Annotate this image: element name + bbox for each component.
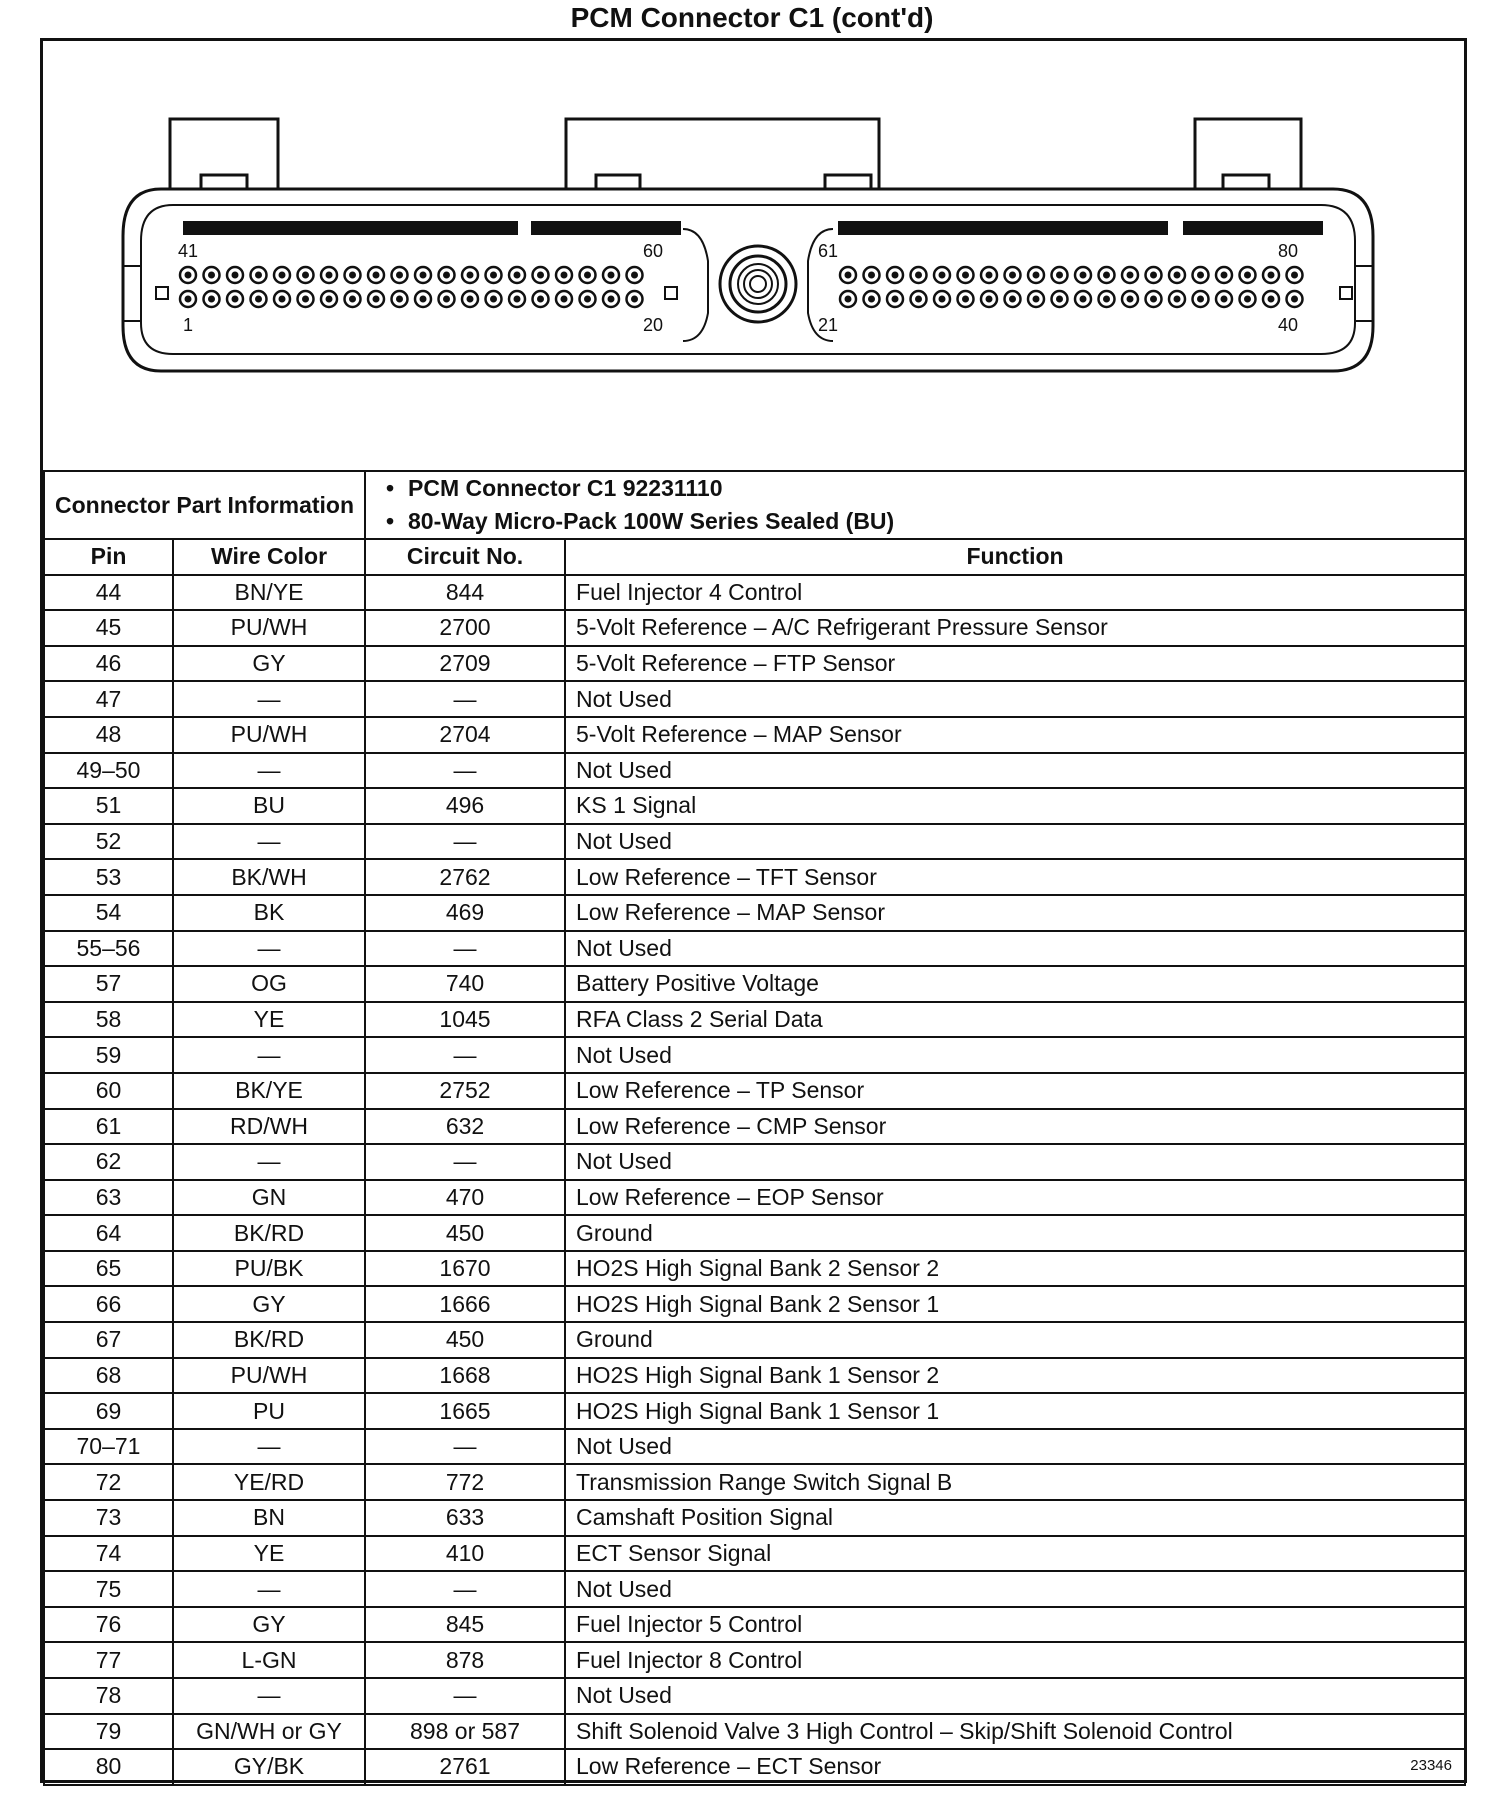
function-cell: RFA Class 2 Serial Data: [565, 1002, 1465, 1038]
function-cell: HO2S High Signal Bank 1 Sensor 1: [565, 1393, 1465, 1429]
function-cell: Fuel Injector 8 Control: [565, 1642, 1465, 1678]
pin-cell: 80: [44, 1749, 173, 1785]
wire-color-cell: GY: [173, 1286, 365, 1322]
pin-contact: [514, 272, 521, 279]
table-row: [44, 1109, 1465, 1145]
function-cell: Not Used: [565, 1429, 1465, 1465]
table-header: [44, 539, 1465, 575]
circuit-cell: 633: [365, 1500, 565, 1536]
pin-contact: [892, 272, 899, 279]
function-cell: Shift Solenoid Valve 3 High Control – Skip/Shift Solenoid Control: [565, 1714, 1465, 1750]
pin-contact: [584, 272, 591, 279]
function-cell: Not Used: [565, 1678, 1465, 1714]
table-row: [44, 575, 1465, 611]
pin-contact: [631, 296, 638, 303]
pin-contact: [1033, 272, 1040, 279]
pin-contact: [349, 296, 356, 303]
pin-label-61: 61: [818, 241, 839, 261]
pin-cell: 60: [44, 1073, 173, 1109]
pin-contact: [420, 272, 427, 279]
pin-cell: 78: [44, 1678, 173, 1714]
function-cell: HO2S High Signal Bank 2 Sensor 1: [565, 1286, 1465, 1322]
circuit-cell: —: [365, 1678, 565, 1714]
pin-table: [43, 470, 1466, 1786]
circuit-cell: 898 or 587: [365, 1714, 565, 1750]
pin-contact: [420, 296, 427, 303]
pin-contact: [962, 296, 969, 303]
pin-contact: [1291, 272, 1298, 279]
pin-contact: [1080, 296, 1087, 303]
function-cell: KS 1 Signal: [565, 788, 1465, 824]
wire-color-cell: YE/RD: [173, 1464, 365, 1500]
wire-color-cell: GN: [173, 1180, 365, 1216]
function-cell: Not Used: [565, 1144, 1465, 1180]
wire-color-cell: —: [173, 1571, 365, 1607]
pin-cell: 58: [44, 1002, 173, 1038]
function-cell: ECT Sensor Signal: [565, 1536, 1465, 1572]
pin-label-80: 80: [1278, 241, 1299, 261]
function-cell: Not Used: [565, 753, 1465, 789]
pin-contact: [302, 296, 309, 303]
circuit-cell: —: [365, 681, 565, 717]
pin-contact: [1103, 296, 1110, 303]
pin-contact: [467, 272, 474, 279]
pin-contact: [1244, 272, 1251, 279]
circuit-cell: 2700: [365, 610, 565, 646]
table-row: [44, 1286, 1465, 1322]
pin-contact: [208, 272, 215, 279]
pin-contact: [986, 296, 993, 303]
pin-contact: [1127, 272, 1134, 279]
pin-contact: [1197, 272, 1204, 279]
circuit-cell: 410: [365, 1536, 565, 1572]
pin-cell: 79: [44, 1714, 173, 1750]
pin-label-20: 20: [643, 315, 664, 335]
wire-color-cell: PU: [173, 1393, 365, 1429]
table-row: [44, 1642, 1465, 1678]
table-row: [44, 610, 1465, 646]
pin-cell: 74: [44, 1536, 173, 1572]
pin-contact: [1221, 296, 1228, 303]
pin-contact: [208, 296, 215, 303]
wire-color-cell: —: [173, 753, 365, 789]
function-cell: Ground: [565, 1322, 1465, 1358]
circuit-cell: 1666: [365, 1286, 565, 1322]
col-header-function: Function: [565, 539, 1465, 575]
pin-cell: 70–71: [44, 1429, 173, 1465]
table-row: [44, 1571, 1465, 1607]
pin-cell: 44: [44, 575, 173, 611]
table-row: [44, 646, 1465, 682]
circuit-cell: 740: [365, 966, 565, 1002]
circuit-cell: 1665: [365, 1393, 565, 1429]
table-row: [44, 859, 1465, 895]
pin-contact: [1150, 296, 1157, 303]
wire-color-cell: GY: [173, 1607, 365, 1643]
pin-cell: 75: [44, 1571, 173, 1607]
circuit-cell: 772: [365, 1464, 565, 1500]
circuit-cell: 2709: [365, 646, 565, 682]
table-row: [44, 824, 1465, 860]
wire-color-cell: PU/WH: [173, 1358, 365, 1394]
function-cell: HO2S High Signal Bank 2 Sensor 2: [565, 1251, 1465, 1287]
pin-contact: [279, 272, 286, 279]
pin-cell: 55–56: [44, 931, 173, 967]
part-info-line: • 80-Way Micro-Pack 100W Series Sealed (BU): [408, 505, 1464, 538]
pin-contact: [1291, 296, 1298, 303]
function-cell: Camshaft Position Signal: [565, 1500, 1465, 1536]
function-cell: Ground: [565, 1215, 1465, 1251]
wire-color-cell: OG: [173, 966, 365, 1002]
circuit-cell: 450: [365, 1322, 565, 1358]
pin-contact: [1009, 296, 1016, 303]
pin-contact: [1103, 272, 1110, 279]
pin-contact: [892, 296, 899, 303]
table-row: [44, 931, 1465, 967]
circuit-cell: 878: [365, 1642, 565, 1678]
wire-color-cell: L-GN: [173, 1642, 365, 1678]
pin-contact: [373, 272, 380, 279]
pin-contact: [584, 296, 591, 303]
function-cell: Not Used: [565, 1571, 1465, 1607]
pin-cell: 57: [44, 966, 173, 1002]
col-header-wire-color: Wire Color: [173, 539, 365, 575]
table-row: [44, 1180, 1465, 1216]
pin-contact: [490, 272, 497, 279]
pin-cell: 51: [44, 788, 173, 824]
pin-cell: 53: [44, 859, 173, 895]
table-row: [44, 895, 1465, 931]
circuit-cell: 470: [365, 1180, 565, 1216]
table-row: [44, 1073, 1465, 1109]
wire-color-cell: BK: [173, 895, 365, 931]
part-info-line: • PCM Connector C1 92231110: [408, 472, 1464, 505]
pin-label-21: 21: [818, 315, 839, 335]
pin-contact: [1080, 272, 1087, 279]
pin-contact: [1197, 296, 1204, 303]
pin-contact: [537, 272, 544, 279]
circuit-cell: —: [365, 753, 565, 789]
wire-color-cell: —: [173, 1037, 365, 1073]
pin-contact: [845, 296, 852, 303]
pin-contact: [490, 296, 497, 303]
connector-frame: [40, 38, 1467, 1783]
function-cell: HO2S High Signal Bank 1 Sensor 2: [565, 1358, 1465, 1394]
table-row: [44, 1500, 1465, 1536]
pin-contact: [1009, 272, 1016, 279]
table-row: [44, 1002, 1465, 1038]
table-row: [44, 1358, 1465, 1394]
table-row: [44, 1144, 1465, 1180]
table-row: [44, 788, 1465, 824]
pin-contact: [279, 296, 286, 303]
pin-contact: [326, 272, 333, 279]
pin-label-41: 41: [178, 241, 199, 261]
table-row: [44, 717, 1465, 753]
pin-contact: [1056, 272, 1063, 279]
circuit-cell: —: [365, 1571, 565, 1607]
pin-contact: [349, 272, 356, 279]
wire-color-cell: YE: [173, 1002, 365, 1038]
pin-contact: [1268, 272, 1275, 279]
table-row: [44, 1322, 1465, 1358]
circuit-cell: 632: [365, 1109, 565, 1145]
pin-cell: 48: [44, 717, 173, 753]
figure-id: 23346: [1410, 1757, 1452, 1774]
pin-contact: [302, 272, 309, 279]
circuit-cell: 469: [365, 895, 565, 931]
circuit-cell: 2704: [365, 717, 565, 753]
pin-contact: [561, 272, 568, 279]
wire-color-cell: BK/YE: [173, 1073, 365, 1109]
pin-contact: [915, 272, 922, 279]
pin-contact: [232, 296, 239, 303]
circuit-cell: 1670: [365, 1251, 565, 1287]
pin-contact: [185, 296, 192, 303]
wire-color-cell: YE: [173, 1536, 365, 1572]
circuit-cell: —: [365, 824, 565, 860]
pin-contact: [1268, 296, 1275, 303]
function-cell: Not Used: [565, 681, 1465, 717]
pin-contact: [845, 272, 852, 279]
pin-cell: 52: [44, 824, 173, 860]
col-header-circuit: Circuit No.: [365, 539, 565, 575]
pin-contact: [396, 272, 403, 279]
circuit-cell: 450: [365, 1215, 565, 1251]
table-row: [44, 1607, 1465, 1643]
connector-diagram: [43, 41, 1464, 470]
pin-contact: [185, 272, 192, 279]
function-cell: Transmission Range Switch Signal B: [565, 1464, 1465, 1500]
table-row: [44, 1678, 1465, 1714]
function-cell: 5-Volt Reference – MAP Sensor: [565, 717, 1465, 753]
circuit-cell: 2752: [365, 1073, 565, 1109]
wire-color-cell: PU/WH: [173, 717, 365, 753]
pin-contact: [631, 272, 638, 279]
table-row: [44, 1037, 1465, 1073]
pin-cell: 66: [44, 1286, 173, 1322]
function-cell: 5-Volt Reference – A/C Refrigerant Pressure Sensor: [565, 610, 1465, 646]
pin-contact: [986, 272, 993, 279]
circuit-cell: —: [365, 931, 565, 967]
pin-label-1: 1: [183, 315, 194, 335]
pin-label-60: 60: [643, 241, 664, 261]
wire-color-cell: RD/WH: [173, 1109, 365, 1145]
table-row: [44, 1215, 1465, 1251]
pin-cell: 65: [44, 1251, 173, 1287]
pin-contact: [255, 296, 262, 303]
pin-contact: [443, 296, 450, 303]
pin-contact: [608, 272, 615, 279]
function-cell: Low Reference – TP Sensor: [565, 1073, 1465, 1109]
circuit-cell: 496: [365, 788, 565, 824]
circuit-cell: 845: [365, 1607, 565, 1643]
pin-cell: 46: [44, 646, 173, 682]
wire-color-cell: —: [173, 1429, 365, 1465]
pin-contact: [1150, 272, 1157, 279]
pin-cell: 77: [44, 1642, 173, 1678]
wire-color-cell: —: [173, 681, 365, 717]
pin-contact: [868, 272, 875, 279]
pin-cell: 47: [44, 681, 173, 717]
wire-color-cell: BU: [173, 788, 365, 824]
pin-contact: [608, 296, 615, 303]
pin-contact: [396, 296, 403, 303]
pin-contact: [467, 296, 474, 303]
function-cell: 5-Volt Reference – FTP Sensor: [565, 646, 1465, 682]
circuit-cell: —: [365, 1037, 565, 1073]
pin-contact: [1174, 296, 1181, 303]
pin-contact: [1127, 296, 1134, 303]
pin-cell: 69: [44, 1393, 173, 1429]
wire-color-cell: BK/WH: [173, 859, 365, 895]
pin-contact: [1056, 296, 1063, 303]
part-info-label: Connector Part Information: [44, 471, 365, 539]
wire-color-cell: GY/BK: [173, 1749, 365, 1785]
table-row: [44, 1251, 1465, 1287]
pin-contact: [255, 272, 262, 279]
pin-cell: 68: [44, 1358, 173, 1394]
function-cell: Low Reference – CMP Sensor: [565, 1109, 1465, 1145]
pin-contact: [939, 296, 946, 303]
pin-cell: 62: [44, 1144, 173, 1180]
pin-contact: [1244, 296, 1251, 303]
wire-color-cell: BN: [173, 1500, 365, 1536]
pin-contact: [232, 272, 239, 279]
table-row: [44, 1429, 1465, 1465]
pin-cell: 73: [44, 1500, 173, 1536]
table-row: [44, 966, 1465, 1002]
page-title: PCM Connector C1 (cont'd): [570, 2, 934, 33]
wire-color-cell: GY: [173, 646, 365, 682]
pin-cell: 59: [44, 1037, 173, 1073]
pin-contact: [915, 296, 922, 303]
function-cell: Not Used: [565, 1037, 1465, 1073]
wire-color-cell: GN/WH or GY: [173, 1714, 365, 1750]
pin-cell: 64: [44, 1215, 173, 1251]
wire-color-cell: —: [173, 931, 365, 967]
pin-cell: 54: [44, 895, 173, 931]
function-cell: Fuel Injector 5 Control: [565, 1607, 1465, 1643]
pin-contact: [962, 272, 969, 279]
pin-cell: 67: [44, 1322, 173, 1358]
circuit-cell: —: [365, 1429, 565, 1465]
function-cell: Battery Positive Voltage: [565, 966, 1465, 1002]
function-cell: Low Reference – TFT Sensor: [565, 859, 1465, 895]
wire-color-cell: —: [173, 824, 365, 860]
circuit-cell: —: [365, 1144, 565, 1180]
pin-contact: [1174, 272, 1181, 279]
table-row: [44, 753, 1465, 789]
wire-color-cell: PU/WH: [173, 610, 365, 646]
circuit-cell: 844: [365, 575, 565, 611]
pin-contact: [939, 272, 946, 279]
function-cell: Not Used: [565, 931, 1465, 967]
pin-cell: 45: [44, 610, 173, 646]
table-row: [44, 1536, 1465, 1572]
wire-color-cell: —: [173, 1144, 365, 1180]
table-row: [44, 1393, 1465, 1429]
part-info-details: [365, 471, 1465, 539]
pin-contact: [373, 296, 380, 303]
pin-cell: 61: [44, 1109, 173, 1145]
wire-color-cell: BK/RD: [173, 1215, 365, 1251]
table-row: [44, 681, 1465, 717]
pin-contact: [1221, 272, 1228, 279]
function-cell: Fuel Injector 4 Control: [565, 575, 1465, 611]
pin-label-40: 40: [1278, 315, 1299, 335]
pin-contact: [443, 272, 450, 279]
wire-color-cell: PU/BK: [173, 1251, 365, 1287]
pin-cell: 63: [44, 1180, 173, 1216]
wire-color-cell: BK/RD: [173, 1322, 365, 1358]
pin-contact: [561, 296, 568, 303]
pin-contact: [1033, 296, 1040, 303]
circuit-cell: 1668: [365, 1358, 565, 1394]
pin-cell: 49–50: [44, 753, 173, 789]
part-info-row: [44, 471, 1465, 539]
function-cell: Low Reference – EOP Sensor: [565, 1180, 1465, 1216]
col-header-pin: Pin: [44, 539, 173, 575]
pin-contact: [514, 296, 521, 303]
table-row: [44, 1749, 1465, 1785]
pin-cell: 76: [44, 1607, 173, 1643]
circuit-cell: 2761: [365, 1749, 565, 1785]
function-cell: Not Used: [565, 824, 1465, 860]
pin-contact: [537, 296, 544, 303]
table-row: [44, 1714, 1465, 1750]
circuit-cell: 1045: [365, 1002, 565, 1038]
pin-cell: 72: [44, 1464, 173, 1500]
pin-contact: [326, 296, 333, 303]
pin-contact: [868, 296, 875, 303]
circuit-cell: 2762: [365, 859, 565, 895]
wire-color-cell: BN/YE: [173, 575, 365, 611]
function-cell: Low Reference – ECT Sensor: [565, 1749, 1465, 1785]
wire-color-cell: —: [173, 1678, 365, 1714]
function-cell: Low Reference – MAP Sensor: [565, 895, 1465, 931]
table-row: [44, 1464, 1465, 1500]
